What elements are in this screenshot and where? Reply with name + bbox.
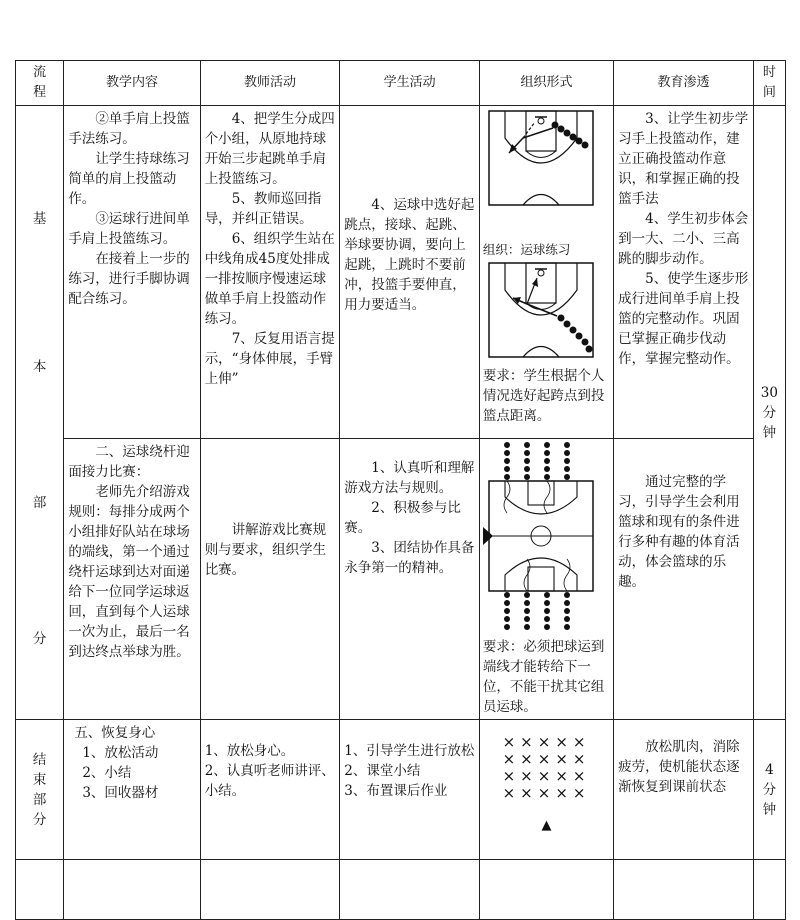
time-end-cell: 4 分 钟	[753, 720, 785, 860]
table-row-relay	[16, 439, 786, 720]
header-student: 学生活动	[340, 61, 480, 106]
student-cell-1: 4、运球中选好起跳点，接球、起跳、举球要协调，要向上起跳，上跳时不要前冲，投篮手要伸直，用力要适当。	[340, 106, 480, 439]
header-process: 流 程	[16, 61, 64, 106]
half-court-diagram-2	[483, 260, 600, 360]
lesson-plan-table	[15, 60, 786, 920]
stage-end-cell: 结 束 部 分	[16, 720, 64, 860]
table-row-recovery	[16, 720, 786, 860]
half-court-diagram-1	[483, 108, 600, 208]
content-cell-3: 五、恢复身心 1、放松活动 2、小结 3、回收器材	[64, 720, 200, 860]
table-row-empty	[16, 860, 786, 920]
table-row-shooting	[16, 106, 786, 439]
content-cell-1: ②单手肩上投篮手法练习。 让学生持球练习简单的肩上投篮动作。 ③运球行进间单手肩上投篮练习。 在接着上一步的练习，进行手脚协调配合练习。	[64, 106, 200, 439]
student-cell-2: 1、认真听和理解游戏方法与规则。 2、积极参与比赛。 3、团结协作具备永争第一的精神。	[340, 439, 480, 720]
header-content: 教学内容	[64, 61, 200, 106]
org-note-2: 要求：必须把球运到端线才能转给下一位，不能干扰其它组员运球。	[482, 639, 605, 715]
organization-cell-2	[479, 439, 613, 720]
student-cell-3: 1、引导学生进行放松 2、课堂小结 3、布置课后作业	[340, 720, 480, 860]
teacher-cell-2: 讲解游戏比赛规则与要求，组织学生比赛。	[200, 439, 340, 720]
header-teacher: 教师活动	[200, 61, 340, 106]
education-cell-2: 通过完整的学习，引导学生会利用篮球和现有的条件进行多种有趣的体育活动，体会篮球的乐趣。	[614, 439, 754, 720]
teacher-position-icon: ▲	[541, 818, 552, 833]
org-label-1: 组织：运球练习	[482, 242, 571, 257]
formation-grid: ××××× ××××× ××××× ×××××	[502, 733, 591, 802]
content-cell-2: 二、运球绕杆迎面接力比赛： 老师先介绍游戏规则：每排分成两个小组排好队站在球场的端线，第一个通过绕杆运球到达对面递给下一位同学运球返回，直到每个人运球一次为止，最后一名到达终点举球为胜。	[64, 439, 200, 720]
stage-basic-cell: 基 本 部 分	[16, 106, 64, 720]
org-note-1: 要求：学生根据个人情况选好起跨点到投篮点距离。	[482, 368, 605, 424]
header-education: 教育渗透	[614, 61, 754, 106]
teacher-cell-3: 1、放松身心。 2、认真听老师讲评、小结。	[200, 720, 340, 860]
organization-cell-1	[479, 106, 613, 439]
education-cell-1: 3、让学生初步学习手上投篮动作，建立正确投篮动作意识，和掌握正确的投篮手法 4、学生初步体会到一大、二小、三高跳的脚步动作。 5、使学生逐步形成行进间单手肩上投篮的完整动作。巩固已掌握正确步伐动作，掌握完整动作。	[614, 106, 754, 439]
header-organization: 组织形式	[479, 61, 613, 106]
time-basic-cell: 30 分 钟	[753, 106, 785, 720]
organization-cell-3	[479, 720, 613, 860]
teacher-cell-1: 4、把学生分成四个小组，从原地持球开始三步起跳单手肩上投篮练习。 5、教师巡回指导，并纠正错误。 6、组织学生站在中线角成45度处排成一排按顺序慢速运球做单手肩上投篮动作练习。 7、反复用语言提示，“身体伸展，手臂上伸”	[200, 106, 340, 439]
full-court-diagram	[483, 441, 600, 631]
header-row	[16, 61, 786, 106]
education-cell-3: 放松肌肉，消除疲劳，使机能状态逐渐恢复到课前状态	[614, 720, 754, 860]
header-time: 时 间	[753, 61, 785, 106]
